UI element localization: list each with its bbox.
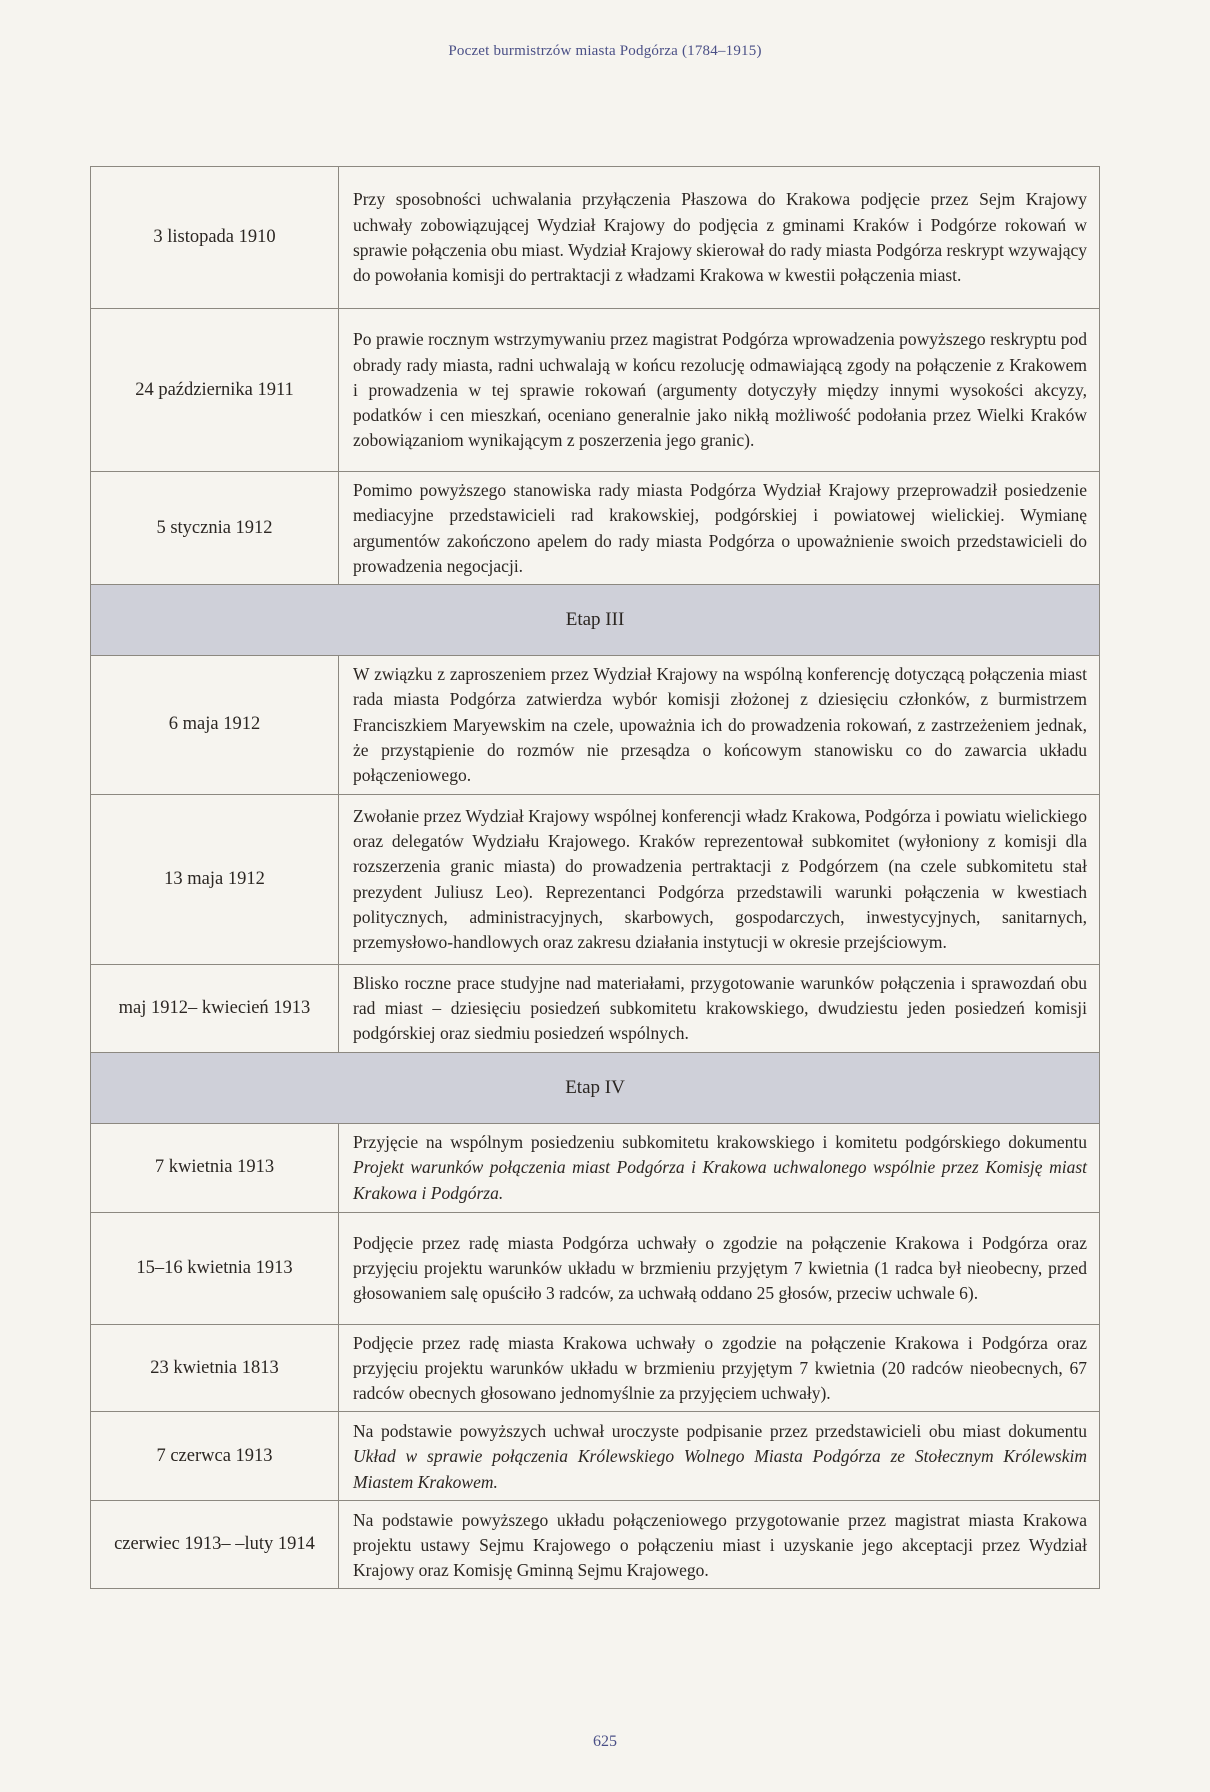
date-cell: maj 1912– kwiecień 1913	[91, 964, 339, 1052]
description-cell	[339, 1123, 1100, 1212]
description-cell: Na podstawie powyższego układu połączeniowego przygotowanie przez magistrat miasta Krakowa projektu ustawy Sejmu Krajowego o połączeniu miast i uzyskanie jego akceptacji przez Wydział Krajowy oraz Komisję Gminną Sejmu Krajowego.	[339, 1501, 1100, 1589]
date-cell: 7 kwietnia 1913	[91, 1123, 339, 1212]
table-row	[91, 1123, 1100, 1212]
running-header: Poczet burmistrzów miasta Podgórza (1784–1915)	[448, 43, 762, 59]
page-number: 625	[593, 1733, 617, 1750]
table-row	[91, 794, 1100, 964]
table-row	[91, 167, 1100, 309]
description-cell: Zwołanie przez Wydział Krajowy wspólnej konferencji władz Krakowa, Podgórza i powiatu wielickiego oraz delegatów Wydziału Krajowego. Kraków reprezentował subkomitet (wyłoniony z komisji dla rozszerzenia granic miasta) do prowadzenia pertraktacji z Podgórzem (na czele subkomitetu stał prezydent Juliusz Leo). Reprezentanci Podgórza przedstawili warunki połączenia w kwestiach politycznych, administracyjnych, skarbowych, gospodarczych, inwestycyjnych, sanitarnych, przemysłowo-handlowych oraz zakresu działania instytucji w okresie przejściowym.	[339, 794, 1100, 964]
date-cell: 13 maja 1912	[91, 794, 339, 964]
description-text: Na podstawie powyższych uchwał uroczyste podpisanie przez przedstawicieli obu miast dokumentu	[353, 1421, 1087, 1441]
table-row	[91, 1412, 1100, 1501]
document-title: Projekt warunków połączenia miast Podgórza i Krakowa uchwalonego wspólnie przez Komisję miast Krakowa i Podgórza.	[353, 1157, 1087, 1203]
table-row	[91, 656, 1100, 794]
table-row	[91, 472, 1100, 585]
stage-row	[91, 1052, 1100, 1123]
chronology-table-wrapper	[90, 166, 1100, 1589]
document-title: Układ w sprawie połączenia Królewskiego Wolnego Miasta Podgórza ze Stołecznym Królewskim Miastem Krakowem.	[353, 1446, 1087, 1492]
date-cell: 5 stycznia 1912	[91, 472, 339, 585]
description-cell: Blisko roczne prace studyjne nad materiałami, przygotowanie warunków połączenia i sprawozdań obu rad miast – dziesięciu posiedzeń subkomitetu krakowskiego, dwudziestu jeden posiedzeń komisji podgórskiej oraz siedmiu posiedzeń wspólnych.	[339, 964, 1100, 1052]
description-cell: Podjęcie przez radę miasta Krakowa uchwały o zgodzie na połączenie Krakowa i Podgórza oraz przyjęciu projektu warunków układu w brzmieniu przyjętym 7 kwietnia (20 radców nieobecnych, 67 radców obecnych głosowano jednomyślnie za przyjęciem uchwały).	[339, 1324, 1100, 1412]
date-cell: 23 kwietnia 1813	[91, 1324, 339, 1412]
description-cell: Przy sposobności uchwalania przyłączenia Płaszowa do Krakowa podjęcie przez Sejm Krajowy uchwały zobowiązującej Wydział Krajowy do podjęcia z gminami Kraków i Podgórze rokowań w sprawie połączenia obu miast. Wydział Krajowy skierował do rady miasta Podgórza reskrypt wzywający do powołania komisji do pertraktacji z władzami Krakowa w kwestii połączenia miast.	[339, 167, 1100, 309]
description-cell: Po prawie rocznym wstrzymywaniu przez magistrat Podgórza wprowadzenia powyższego reskryptu pod obrady rady miasta, radni uchwalają w końcu rezolucję odmawiającą zgody na połączenie z Krakowem i prowadzenia w tej sprawie rokowań (argumenty dotyczyły między innymi wysokości akcyzy, podatków i cen mieszkań, oceniano generalnie jako nikłą możliwość podołania przez Wielki Kraków zobowiązaniom wynikającym z poszerzenia jego granic).	[339, 309, 1100, 472]
date-cell: czerwiec 1913– –luty 1914	[91, 1501, 339, 1589]
table-row	[91, 309, 1100, 472]
date-cell: 6 maja 1912	[91, 656, 339, 794]
date-cell: 15–16 kwietnia 1913	[91, 1212, 339, 1324]
table-row	[91, 1324, 1100, 1412]
table-row	[91, 964, 1100, 1052]
date-cell: 7 czerwca 1913	[91, 1412, 339, 1501]
table-row	[91, 1501, 1100, 1589]
date-cell: 24 października 1911	[91, 309, 339, 472]
chronology-table	[90, 166, 1100, 1589]
description-cell: Pomimo powyższego stanowiska rady miasta Podgórza Wydział Krajowy przeprowadził posiedzenie mediacyjne przedstawicieli rad krakowskiej, podgórskiej i powiatowej wielickiej. Wymianę argumentów zakończono apelem do rady miasta Podgórza o upoważnienie swoich przedstawicieli do prowadzenia negocjacji.	[339, 472, 1100, 585]
description-cell: W związku z zaproszeniem przez Wydział Krajowy na wspólną konferencję dotyczącą połączenia miast rada miasta Podgórza zatwierdza wybór komisji złożonej z dziesięciu członków, z burmistrzem Franciszkiem Maryewskim na czele, upoważnia ich do prowadzenia rokowań, z zastrzeżeniem jednak, że przystąpienie do rozmów nie przesądza o końcowym stanowisku co do zawarcia układu połączeniowego.	[339, 656, 1100, 794]
description-cell	[339, 1412, 1100, 1501]
table-row	[91, 1212, 1100, 1324]
description-text: Przyjęcie na wspólnym posiedzeniu subkomitetu krakowskiego i komitetu podgórskiego dokumentu	[353, 1132, 1087, 1153]
description-cell: Podjęcie przez radę miasta Podgórza uchwały o zgodzie na połączenie Krakowa i Podgórza oraz przyjęciu projektu warunków układu w brzmieniu przyjętym 7 kwietnia (1 radca był nieobecny, przed głosowaniem salę opuściło 3 radców, za uchwałą oddano 25 głosów, przeciw uchwale 6).	[339, 1212, 1100, 1324]
stage-heading: Etap IV	[91, 1052, 1100, 1123]
stage-row	[91, 585, 1100, 656]
stage-heading: Etap III	[91, 585, 1100, 656]
date-cell: 3 listopada 1910	[91, 167, 339, 309]
